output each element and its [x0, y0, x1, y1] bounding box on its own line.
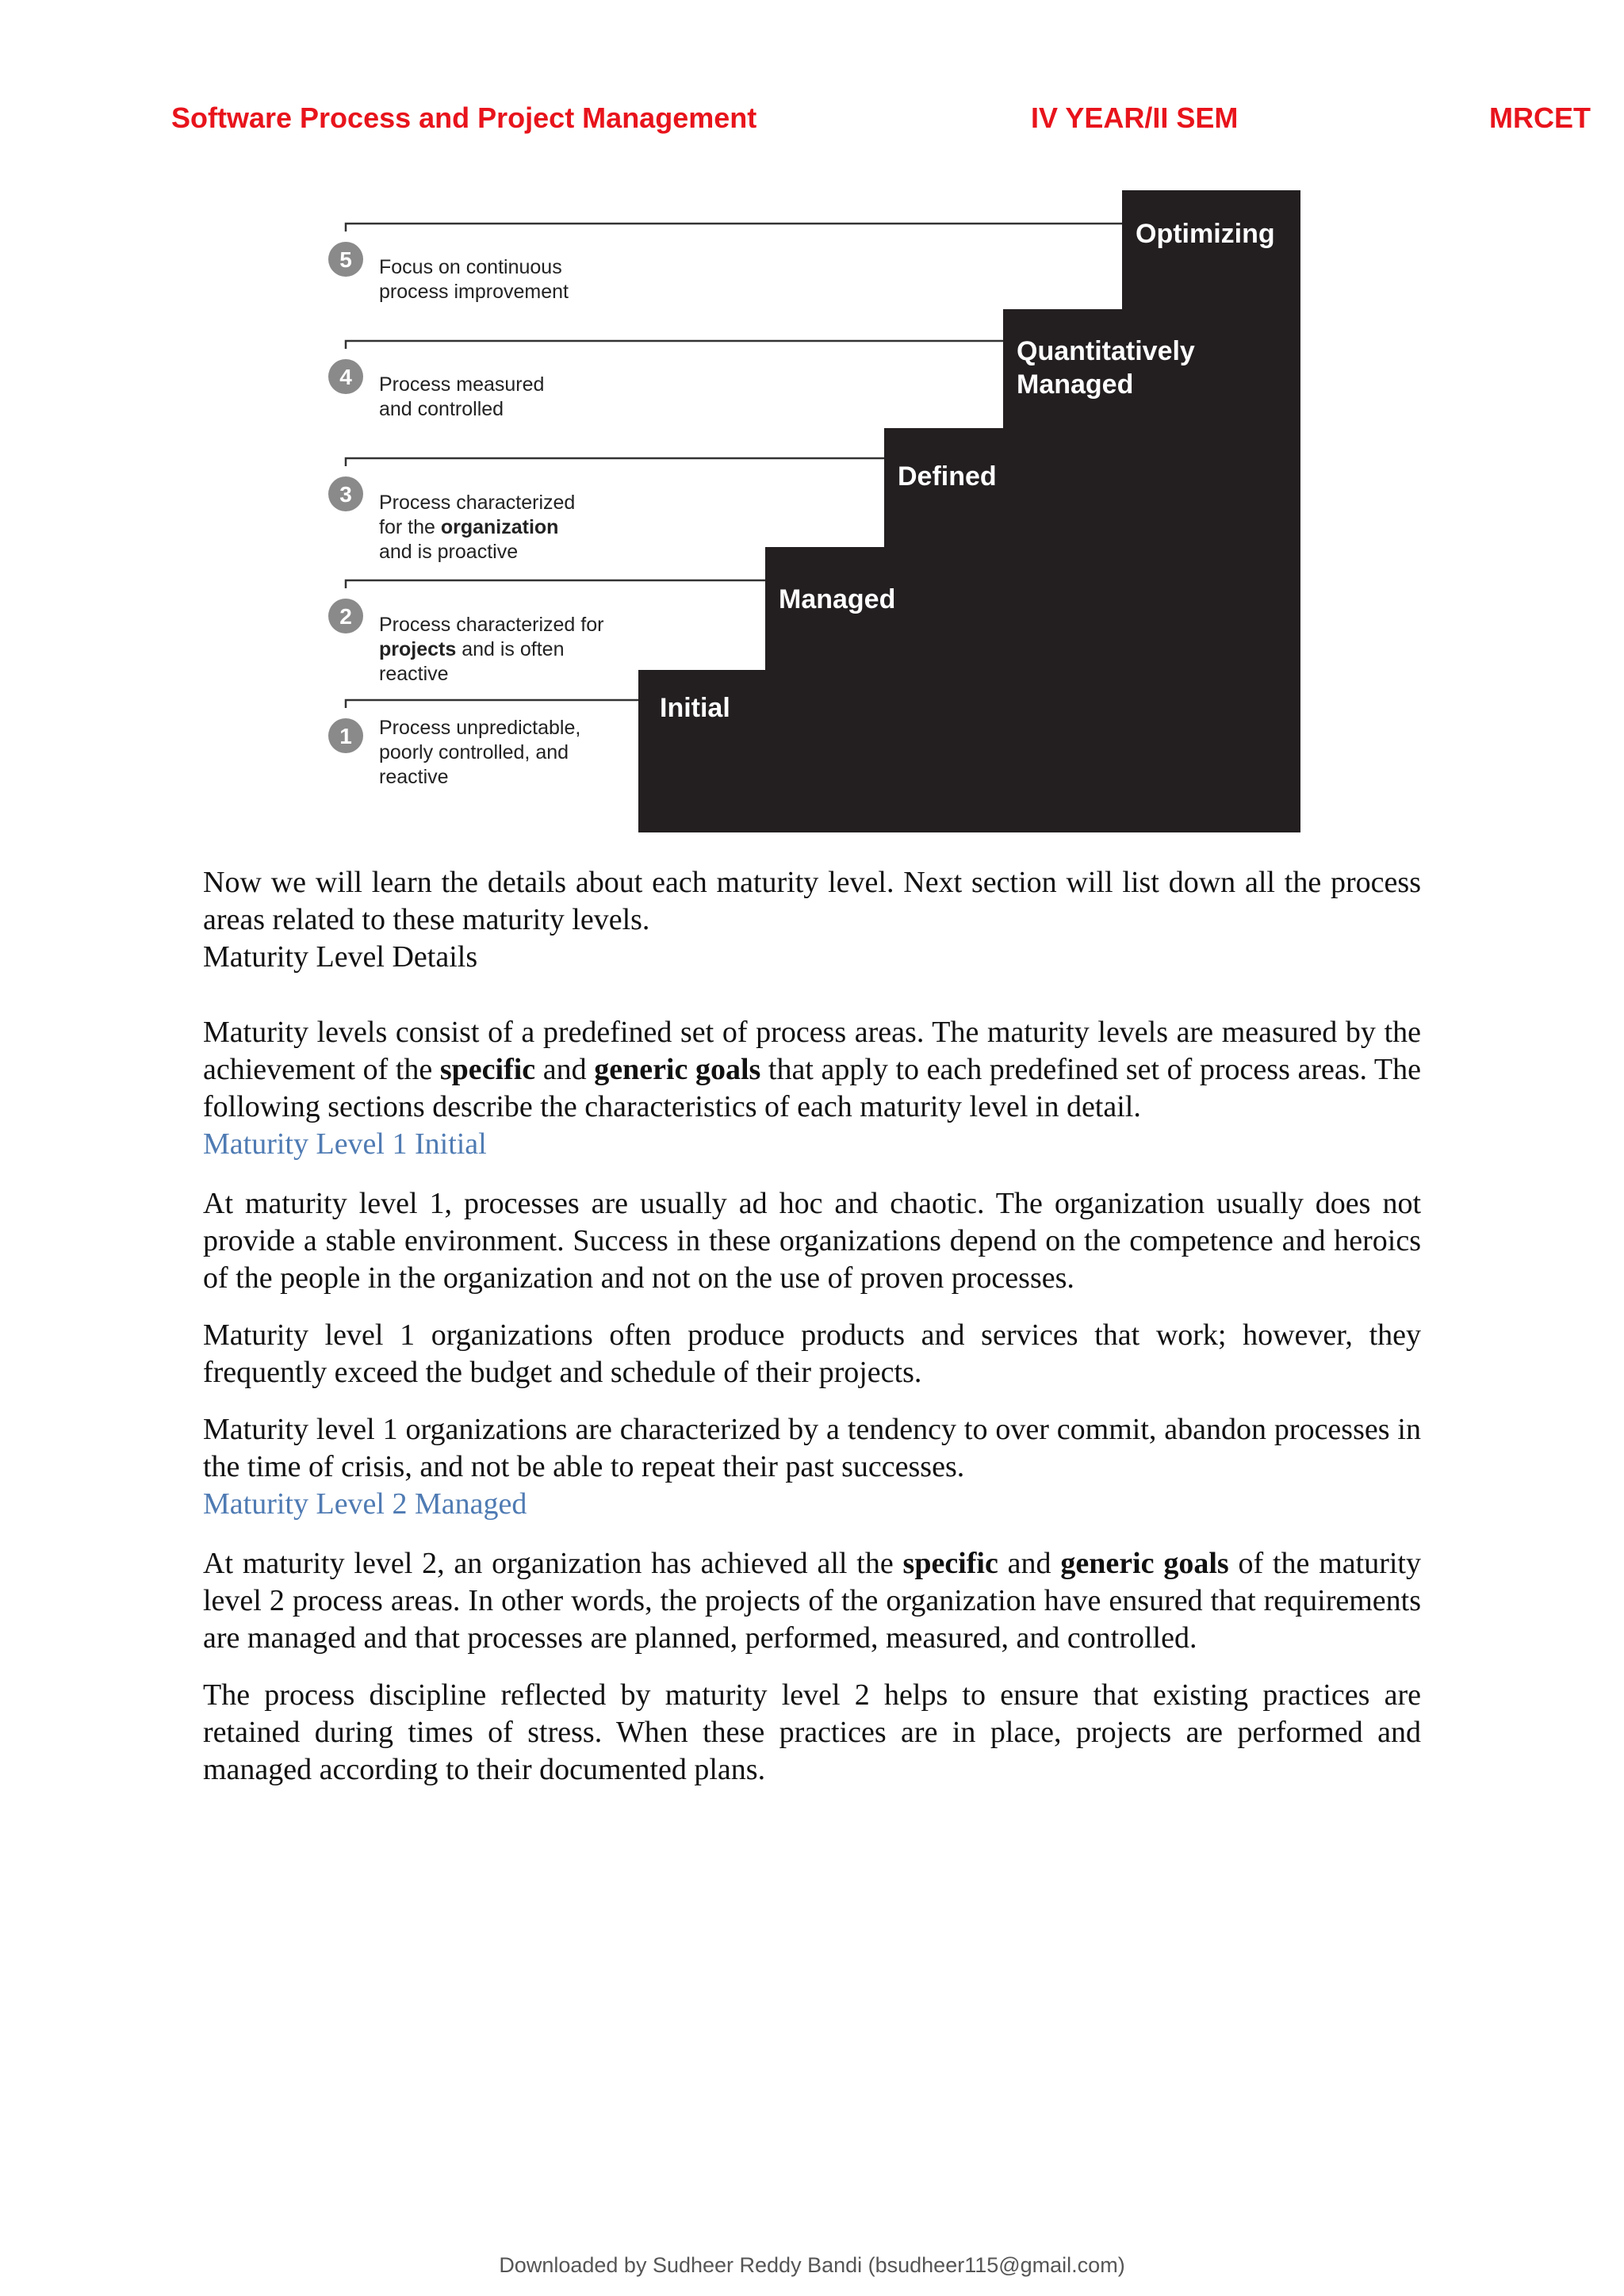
section-paragraph: Maturity levels consist of a predefined set of process areas. The maturity levels are measured by the achievement of the specific and generic goals that apply to each predefined set of process areas. The following sections describe the characteristics of each maturity level in detail.: [203, 1016, 1421, 1123]
level-1-paragraph-2: Maturity level 1 organizations often produce products and services that work; however, they frequently exceed the budget and schedule of their projects.: [203, 1318, 1421, 1389]
leader-line-5: [346, 224, 1122, 232]
level-3-desc-1: Process characterized: [379, 492, 576, 514]
level-3-desc-3: and is proactive: [379, 541, 519, 563]
level-4-name-2: Managed: [1017, 369, 1134, 400]
staircase-shape: [638, 190, 1300, 832]
level-3-number: 3: [339, 482, 352, 507]
level-5-name: Optimizing: [1136, 219, 1275, 249]
institution-label: MRCET: [1489, 101, 1591, 134]
maturity-levels-diagram: [301, 190, 1316, 848]
level-1-heading: Maturity Level 1 Initial: [203, 1127, 487, 1161]
level-1-paragraph-3: Maturity level 1 organizations are characterized by a tendency to over commit, abandon processes in the time of crisis, and not be able to repeat their past successes.: [203, 1413, 1421, 1483]
level-2-desc-1: Process characterized for: [379, 614, 604, 636]
leader-line-4: [346, 341, 1003, 349]
leader-line-2: [346, 580, 765, 588]
intro-paragraph: Now we will learn the details about each maturity level. Next section will list down all the process areas related to these maturity levels.: [203, 866, 1421, 936]
level-2-paragraph-1: At maturity level 2, an organization has achieved all the specific and generic goals of the maturity level 2 process areas. In other words, the projects of the organization have ensured that requirements are managed and that processes are planned, performed, measured, and controlled.: [203, 1547, 1421, 1655]
level-4-desc-1: Process measured: [379, 373, 545, 396]
level-1-number: 1: [339, 724, 352, 748]
level-4-name-1: Quantitatively: [1017, 336, 1195, 366]
level-1-desc-1: Process unpredictable,: [379, 717, 581, 739]
level-2-heading: Maturity Level 2 Managed: [203, 1487, 527, 1521]
level-2-paragraph-2: The process discipline reflected by maturity level 2 helps to ensure that existing practices are retained during times of stress. When these practices are in place, projects are performed and managed according to their documented plans.: [203, 1678, 1421, 1786]
level-5-desc-1: Focus on continuous: [379, 256, 562, 278]
course-title: Software Process and Project Management: [171, 101, 757, 134]
document-body: [203, 864, 1421, 1789]
level-1-paragraph-1: At maturity level 1, processes are usually ad hoc and chaotic. The organization usually does not provide a stable environment. Success in these organizations depend on the competence and heroics of the people in the organization and not on the use of proven processes.: [203, 1187, 1421, 1295]
level-5-number: 5: [339, 247, 352, 272]
level-2-desc-2: projects and is often: [379, 638, 565, 660]
page-header: [0, 101, 1624, 141]
level-2-number: 2: [339, 604, 352, 629]
level-3-desc-2: for the organization: [379, 516, 559, 538]
section-title: Maturity Level Details: [203, 940, 478, 974]
level-1-desc-3: reactive: [379, 766, 449, 788]
download-footer: Downloaded by Sudheer Reddy Bandi (bsudheer115@gmail.com): [499, 2253, 1125, 2277]
semester-label: IV YEAR/II SEM: [1031, 101, 1239, 134]
level-4-desc-2: and controlled: [379, 398, 504, 420]
level-1-desc-2: poorly controlled, and: [379, 741, 569, 763]
leader-line-1: [346, 700, 638, 708]
level-2-name: Managed: [779, 584, 896, 614]
level-5-desc-2: process improvement: [379, 281, 569, 303]
leader-line-3: [346, 458, 884, 466]
level-4-number: 4: [339, 365, 352, 389]
level-2-desc-3: reactive: [379, 663, 449, 685]
level-3-name: Defined: [898, 461, 997, 492]
level-1-name: Initial: [660, 693, 730, 723]
